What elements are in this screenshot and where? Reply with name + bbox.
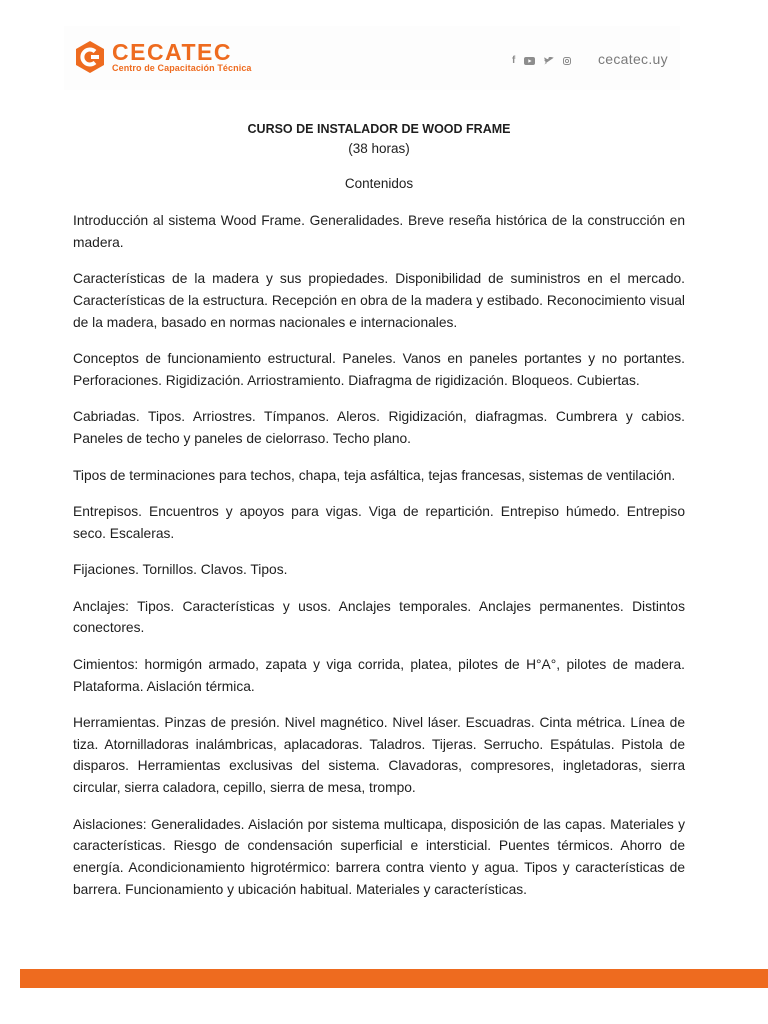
course-title: CURSO DE INSTALADOR DE WOOD FRAME — [247, 122, 511, 136]
youtube-icon[interactable] — [524, 57, 535, 65]
brand-name: CECATEC — [112, 38, 232, 65]
website-link[interactable]: cecatec.uy — [598, 51, 668, 67]
paragraph: Cabriadas. Tipos. Arriostres. Tímpanos. Aleros. Rigidización, diafragmas. Cumbrera y cabios. Paneles de techo y paneles de cielorraso. Techo plano. — [73, 409, 685, 447]
paragraph: Tipos de terminaciones para techos, chapa, teja asfáltica, tejas francesas, sistemas de ventilación. — [73, 467, 676, 483]
paragraph: Conceptos de funcionamiento estructural. Paneles. Vanos en paneles portantes y no portantes. Perforaciones. Rigidización. Arriostramiento. Diafragma de rigidización. Bloqueos. Cubiertas. — [73, 351, 685, 388]
document-body — [73, 120, 685, 901]
paragraph: Características de la madera y sus propiedades. Disponibilidad de suministros en el mercado. Características de la estructura. Recepción en obra de la madera y estibado. Reconocimiento visual de la madera, basado en normas nacionales e internacionales. — [73, 271, 685, 330]
course-hours: (38 horas) — [348, 141, 410, 156]
content-list — [73, 210, 685, 901]
twitter-icon[interactable] — [544, 57, 554, 65]
paragraph: Herramientas. Pinzas de presión. Nivel magnético. Nivel láser. Escuadras. Cinta métrica. Línea de tiza. Atornilladoras inalámbricas, aplacadoras. Taladros. Tijeras. Serrucho. Espátulas. Pistola de disparos. Herramientas exclusivas del sistema. Clavadoras, compresores, ingletadoras, sierra circular, sierra caladora, cepillo, sierra de mesa, trompo. — [73, 714, 685, 796]
social-links — [512, 55, 571, 66]
section-heading: Contenidos — [344, 176, 414, 191]
paragraph: Aislaciones: Generalidades. Aislación por sistema multicapa, disposición de las capas. Materiales y características. Riesgo de condensación superficial e intersticial. Puentes térmicos. Ahorro de energía. Acondicionamiento higrotérmico: barrera contra viento y agua. Tipos y características de barrera. Funcionamiento y ubicación habitual. Materiales y características. — [73, 816, 685, 898]
facebook-icon[interactable]: f — [512, 55, 516, 66]
paragraph: Entrepisos. Encuentros y apoyos para vigas. Viga de repartición. Entrepiso húmedo. Entrepiso seco. Escaleras. — [73, 503, 685, 541]
paragraph: Cimientos: hormigón armado, zapata y viga corrida, platea, pilotes de H°A°, pilotes de madera. Plataforma. Aislación térmica. — [73, 656, 685, 694]
brand-subtitle: Centro de Capacitación Técnica — [112, 62, 252, 73]
page-header — [64, 26, 680, 90]
paragraph: Fijaciones. Tornillos. Clavos. Tipos. — [73, 562, 288, 578]
instagram-icon[interactable] — [563, 57, 571, 65]
cecatec-logo — [74, 39, 252, 75]
logo-mark-icon — [74, 39, 106, 75]
footer-accent-bar — [20, 969, 768, 988]
paragraph: Introducción al sistema Wood Frame. Generalidades. Breve reseña histórica de la construcción en madera. — [73, 213, 685, 250]
paragraph: Anclajes: Tipos. Características y usos. Anclajes temporales. Anclajes permanentes. Distintos conectores. — [73, 598, 685, 636]
